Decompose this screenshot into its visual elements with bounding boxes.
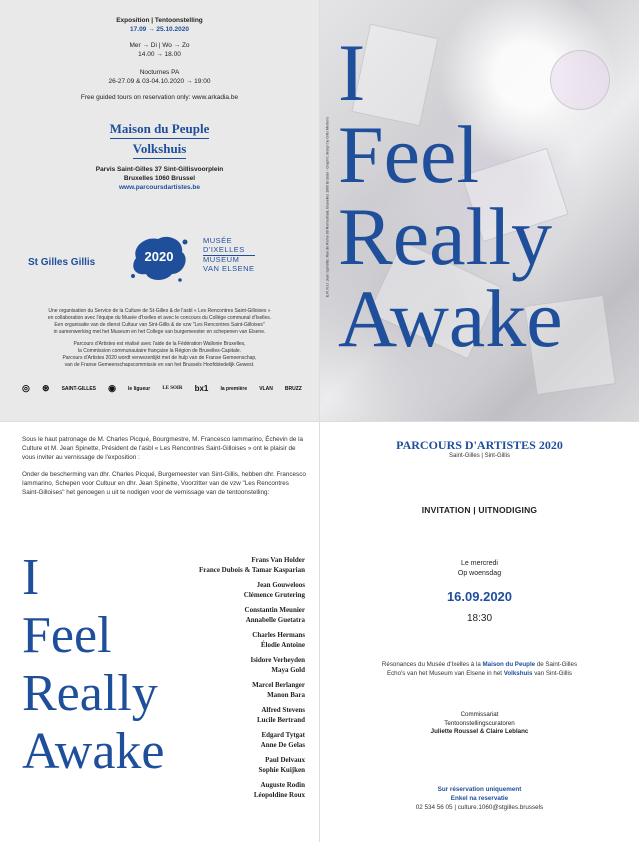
info-panel [0,0,319,421]
patronage-fr: Sous le haut patronage de M. Charles Picqué, Bourgmestre, M. Francesco Iammarino, Échevin de la Culture et M. Jean Spinette, Président de l'asbl « Les Rencontres Saint-Gilloises » ont le plaisir de vous inviter au vernissage de l'exposition : [22,436,304,461]
resonance-venue: Volkshuis [503,670,533,677]
title-line: Awake [22,723,165,780]
artist-name: Charles Hermans [252,631,305,639]
inside-left [0,421,319,842]
org-line: Parcours d'Artistes 2020 wordt verwezenlijkt met de hulp van de Franse Gemeenschap, [62,355,257,361]
museum-fr-1: MUSÉE [203,236,233,245]
partner-logo: ◉ [108,383,116,393]
artist-pair [155,756,305,775]
artist-name: Lucile Bertrand [256,715,305,724]
fold-line-horizontal [0,421,639,422]
event-date: 16.09.2020 [446,589,513,604]
opening-hours: 14.00 → 18.00 [138,51,181,58]
artist-pair [155,706,305,725]
artist-name: Isidore Verheyden [250,656,305,664]
day-fr: Le mercredi [461,560,498,567]
cover-artwork [320,0,639,421]
resonance-text: de Saint-Gilles [535,661,578,668]
curators-nl: Tentoonstellingscuratoren [444,719,515,727]
artist-name: Anne De Gelas [260,740,305,749]
artist-pair [155,581,305,600]
title-line: I [338,27,366,118]
artist-name: Auguste Rodin [260,781,305,789]
artist-name: Léopoldine Roux [253,790,305,799]
artist-pair [155,781,305,800]
org-line: Een organisatie van de dienst Cultuur van Sint-Gillis & de vzw "Les Rencontres Saint-Gilloises" [54,322,265,328]
museum-nl-1: MUSEUM [203,255,255,265]
parcours-heading: PARCOURS D'ARTISTES 2020 [396,438,563,452]
title-line: Really [338,191,553,282]
artist-list [155,556,305,806]
artist-pair [155,631,305,650]
curators-names: Juliette Roussel & Claire Leblanc [430,728,529,735]
artist-name: Paul Delvaux [265,756,305,764]
org-line: la Commission communautaire française la Région de Bruxelles-Capitale. [77,348,242,354]
printer-credit: E.R./V.U. Jean Spinette, Rue de Rome 69 Romestraat, Bruxelles 1060 Brussel - Graphic design by Gillis Mertens [325,116,330,298]
partner-logos [22,383,302,394]
artist-name: Élodie Antoine [260,640,305,649]
venue-name-fr: Maison du Peuple [109,121,210,136]
artist-name: France Dubois & Tamar Kasparian [198,565,305,574]
resonance-venue: Maison du Peuple [482,661,536,668]
partner-logo: SAINT-GILLES [61,385,97,392]
museum-fr-2: D'IXELLES [203,244,245,254]
artist-name: Sophie Kuijken [258,765,305,774]
resonance-text: Résonances du Musée d'Ixelles à la [381,661,483,668]
artist-name: Manon Bara [267,690,305,699]
inside-title [22,549,165,781]
artist-name: Frans Van Holder [251,556,305,564]
resonance-text: Echo's van het Museum van Elsene in het [386,670,504,677]
nocturnes-label: Nocturnes PA [139,69,180,76]
partner-logo: la première [220,385,248,392]
cover-title [338,27,563,364]
artist-name: Marcel Berlanger [252,681,305,689]
guided-tours: Free guided tours on reservation only: www.arkadia.be [80,94,239,101]
artist-pair [155,656,305,675]
org-line: van de Franse Gemeenschapscommissie en van het Brussels Hoofdstedelijk Gewest. [64,362,255,368]
splash-year: 2020 [144,249,174,264]
partner-logo: le ligueur [128,385,151,392]
partner-logo: ◎ [22,383,30,393]
reserve-nl: Enkel na reservatie [450,795,509,802]
title-line: Feel [22,607,112,664]
org-line: en collaboration avec l'équipe du Musée d'Ixelles et avec le concours du Collège communal d'Ixelles. [47,315,272,321]
event-time: 18:30 [466,613,493,624]
curators-fr: Commissariat [460,711,499,718]
artist-name: Maya Gold [271,665,305,674]
org-line: in samenwerking met het Museum en het College van burgemeester en schepenen van Elsene. [53,329,266,335]
exhibition-label: Exposition | Tentoonstelling [116,17,203,24]
reserve-fr: Sur réservation uniquement [437,786,522,793]
museum-nl-2: VAN ELSENE [203,263,255,273]
title-line: Really [22,665,158,722]
venue-address-1: Parvis Saint-Gilles 37 Sint-Gillisvoorplein [95,166,224,173]
website-link[interactable]: www.parcoursdartistes.be [118,184,201,191]
partner-logo: ⊛ [41,383,50,393]
patronage-nl: Onder de bescherming van dhr. Charles Picqué, Burgemeester van Sint-Gillis, hebben dhr. Francesco Iammarino, Schepen voor Cultuur en dhr. Jean Spinette, Voorzitter van de vzw "Les Rencontres Saint-Gilloises" het genoegen u uit te nodigen voor de vernissage van de tentoonstelling: [22,471,306,496]
organisation-text [0,308,319,369]
title-line: Awake [338,273,563,364]
title-line: I [22,549,40,606]
communes: Saint-Gilles | Sint-Gillis [449,453,510,459]
invitation-panel [320,421,639,842]
artist-name: Jean Gouweloos [256,581,305,589]
museum-ixelles-logo [203,237,255,273]
invitation-heading: INVITATION | UITNODIGING [421,505,538,515]
day-nl: Op woensdag [457,570,502,577]
title-line: Feel [338,109,480,200]
stgilles-logo: St Gilles Gillis [28,257,96,268]
org-line: Parcours d'Artistes est réalisé avec l'aide de la Fédération Wallonie Bruxelles, [73,341,246,347]
resonance-fr [320,660,639,669]
partner-logo: bx1 [194,384,209,393]
partner-logo: LE SOIR [162,386,183,391]
resonance-nl [320,669,639,678]
venue-address-2: Bruxelles 1060 Brussel [123,175,196,182]
artist-pair [155,556,305,575]
nocturnes-dates: 26-27.09 & 03-04.10.2020 → 19:00 [108,78,211,85]
artist-pair [155,681,305,700]
artist-name: Alfred Stevens [261,706,305,714]
org-line: Une organisation du Service de la Culture de St-Gilles & de l'asbl « Les Rencontres Saint-Gilloises » [48,308,271,314]
contact-info[interactable]: 02 534 56 05 | culture.1060@stgilles.brussels [415,804,544,811]
artist-name: Clémence Grutering [243,590,305,599]
resonance-text: van Sint-Gillis [532,670,573,677]
partner-logo: VLAN [259,385,273,392]
artist-pair [155,606,305,625]
artist-name: Constantin Meunier [244,606,305,614]
artist-name: Edgard Tytgat [261,731,305,739]
artist-pair [155,731,305,750]
venue-name-nl: Volkshuis [132,141,187,156]
splash-2020-logo [128,232,190,284]
opening-days: Mer → Di | Wo → Zo [129,42,190,49]
artist-name: Annabelle Guetatra [245,615,305,624]
partner-logo: BRUZZ [284,385,302,392]
exhibition-dates: 17.09 → 25.10.2020 [130,26,189,33]
